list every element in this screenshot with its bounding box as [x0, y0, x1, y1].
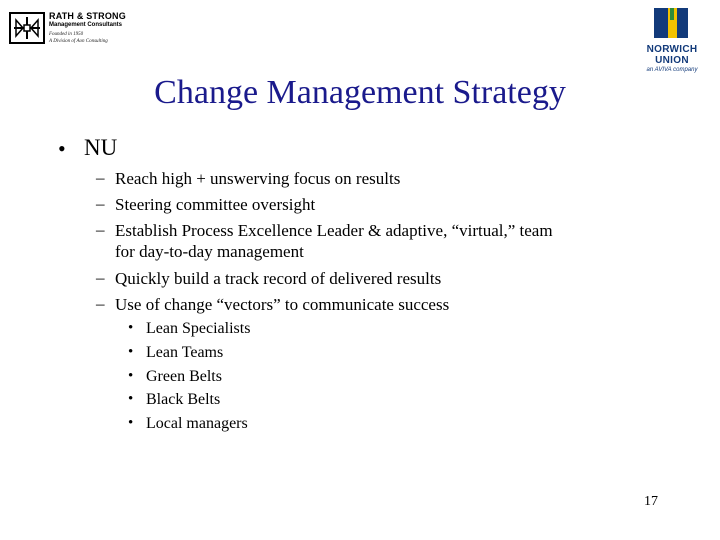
slide-title: Change Management Strategy — [154, 74, 566, 111]
norwich-union-logo — [636, 6, 716, 78]
norwich-union-word2: UNION — [655, 55, 689, 66]
list-item-continuation: for day-to-day management — [115, 242, 304, 261]
sub-bullet-icon: • — [128, 320, 134, 336]
bullet-dot-icon: • — [58, 136, 66, 161]
sub-list-item: Lean Teams — [146, 344, 224, 361]
sub-list-item: Local managers — [146, 415, 248, 432]
sub-bullet-icon: • — [128, 415, 134, 431]
rath-strong-emblem-icon — [9, 12, 45, 44]
rath-strong-name: RATH & STRONG — [49, 11, 126, 21]
sub-bullet-icon: • — [128, 391, 134, 407]
dash-icon: – — [96, 168, 105, 187]
dash-icon: – — [96, 194, 105, 213]
sub-list-item: Black Belts — [146, 391, 221, 408]
list-item: Quickly build a track record of delivered results — [115, 269, 442, 288]
sub-list-item: Green Belts — [146, 368, 222, 385]
dash-icon: – — [96, 220, 105, 239]
rath-strong-division: A Division of Aon Consulting — [49, 39, 108, 44]
rath-strong-founded: Founded in 1950 — [49, 32, 84, 37]
sub-bullet-icon: • — [128, 368, 134, 384]
dash-icon: – — [96, 268, 105, 287]
sub-bullet-icon: • — [128, 344, 134, 360]
sub-list-item: Lean Specialists — [146, 320, 251, 337]
norwich-union-tagline: an AVIVA company — [646, 67, 698, 73]
list-item: Use of change “vectors” to communicate success — [115, 295, 450, 314]
norwich-union-mark-icon — [654, 6, 690, 40]
rath-strong-subtitle: Management Consultants — [49, 22, 123, 28]
list-item: Establish Process Excellence Leader & adaptive, “virtual,” team — [115, 221, 553, 240]
list-item: Reach high + unswerving focus on results — [115, 169, 401, 188]
rath-strong-logo — [9, 9, 126, 49]
page-number: 17 — [644, 494, 658, 509]
dash-icon: – — [96, 294, 105, 313]
list-item: Steering committee oversight — [115, 195, 316, 214]
bullet-label: NU — [84, 135, 118, 160]
norwich-union-word1: NORWICH — [646, 44, 698, 55]
